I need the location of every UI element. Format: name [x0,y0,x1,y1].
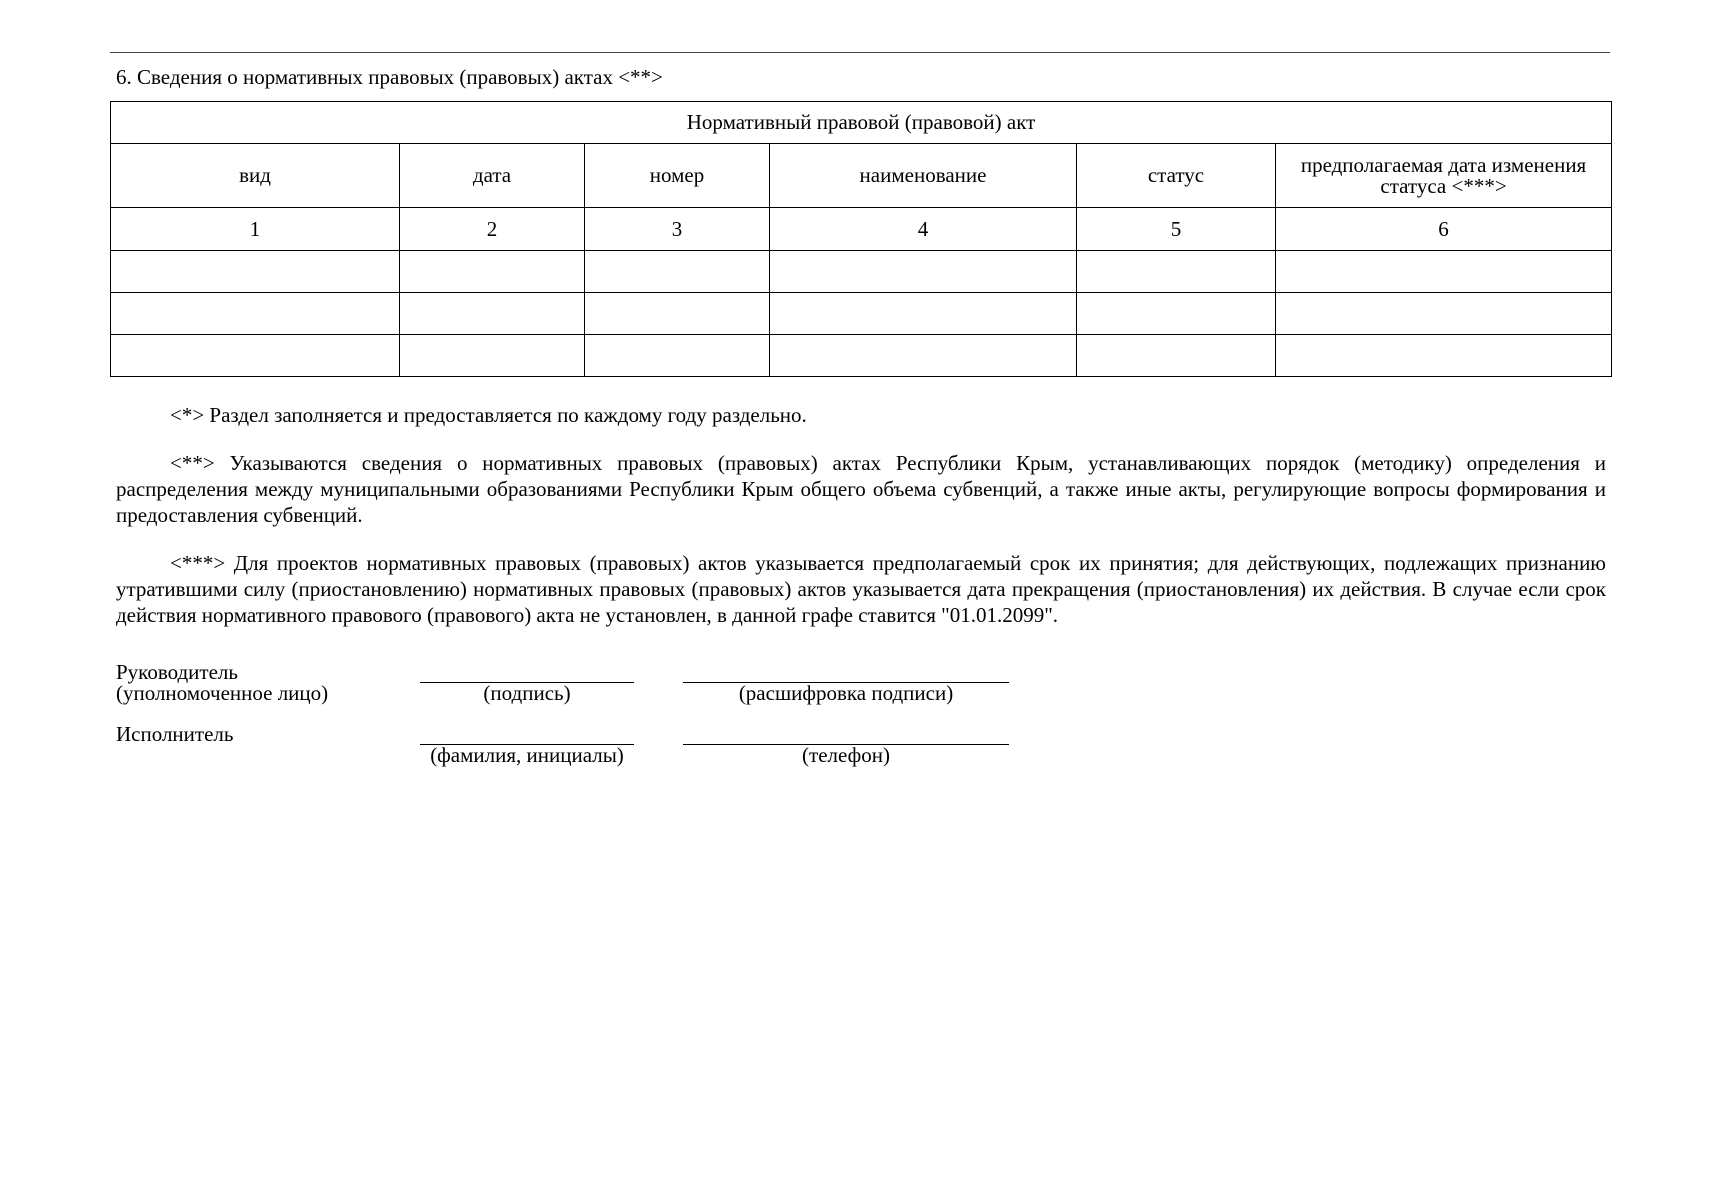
column-header-kind: вид [111,144,400,208]
head-decoding-caption: (расшифровка подписи) [738,681,954,705]
footnote-single-asterisk: <*> Раздел заполняется и предоставляется по каждому году раздельно. [170,403,807,427]
table-cell[interactable] [400,335,585,377]
table-cell[interactable] [770,251,1077,293]
table-cell[interactable] [1077,251,1276,293]
table-cell[interactable] [400,293,585,335]
table-header-row [111,144,1612,208]
table-cell[interactable] [111,293,400,335]
table-row [111,293,1612,335]
column-number: 1 [111,208,400,251]
table-cell[interactable] [111,251,400,293]
section-title: 6. Сведения о нормативных правовых (правовых) актах <**> [116,65,663,89]
head-label: Руководитель [116,660,238,684]
head-signature-caption: (подпись) [483,681,571,705]
executor-phone-caption: (телефон) [802,743,890,767]
top-rule [110,52,1610,53]
table-column-number-row [111,208,1612,251]
column-number: 6 [1276,208,1612,251]
legal-acts-table [110,101,1612,377]
column-number: 3 [585,208,770,251]
table-cell[interactable] [585,293,770,335]
table-cell[interactable] [400,251,585,293]
executor-name-caption: (фамилия, инициалы) [430,743,624,767]
table-cell[interactable] [1077,293,1276,335]
table-cell[interactable] [770,335,1077,377]
column-header-number: номер [585,144,770,208]
table-cell[interactable] [111,335,400,377]
table-row [111,335,1612,377]
table-cell[interactable] [1077,335,1276,377]
table-cell[interactable] [770,293,1077,335]
column-header-status: статус [1077,144,1276,208]
table-cell[interactable] [1276,293,1612,335]
column-number: 2 [400,208,585,251]
table-cell[interactable] [585,251,770,293]
table-cell[interactable] [1276,335,1612,377]
column-number: 4 [770,208,1077,251]
table-row [111,251,1612,293]
table-cell[interactable] [585,335,770,377]
table-cell[interactable] [1276,251,1612,293]
column-header-name: наименование [770,144,1077,208]
column-number: 5 [1077,208,1276,251]
head-label-authorized: (уполномоченное лицо) [116,681,329,705]
table-group-header-row [111,102,1612,144]
executor-label: Исполнитель [116,722,234,746]
column-header-status-change-date: предполагаемая дата изменения статуса <***> [1276,144,1612,208]
footnote-double-asterisk: <**> Указываются сведения о нормативных правовых (правовых) актах Республики Крым, устанавливающих порядок (методику) определения и распределения между муниципальными образованиями Республики Крым общего объема субвенций, а также иные акты, регулирующие вопросы формирования и предоставления субвенций. [116,451,1606,527]
column-header-date: дата [400,144,585,208]
footnote-triple-asterisk: <***> Для проектов нормативных правовых (правовых) актов указывается предполагаемый срок их принятия; для действующих, подлежащих признанию утратившими силу (приостановлению) нормативных правовых (правовых) актов указывается дата прекращения (приостановления) их действия. В случае если срок действия нормативного правового (правового) акта не установлен, в данной графе ставится "01.01.2099". [116,551,1606,627]
group-header-cell: Нормативный правовой (правовой) акт [111,102,1612,144]
